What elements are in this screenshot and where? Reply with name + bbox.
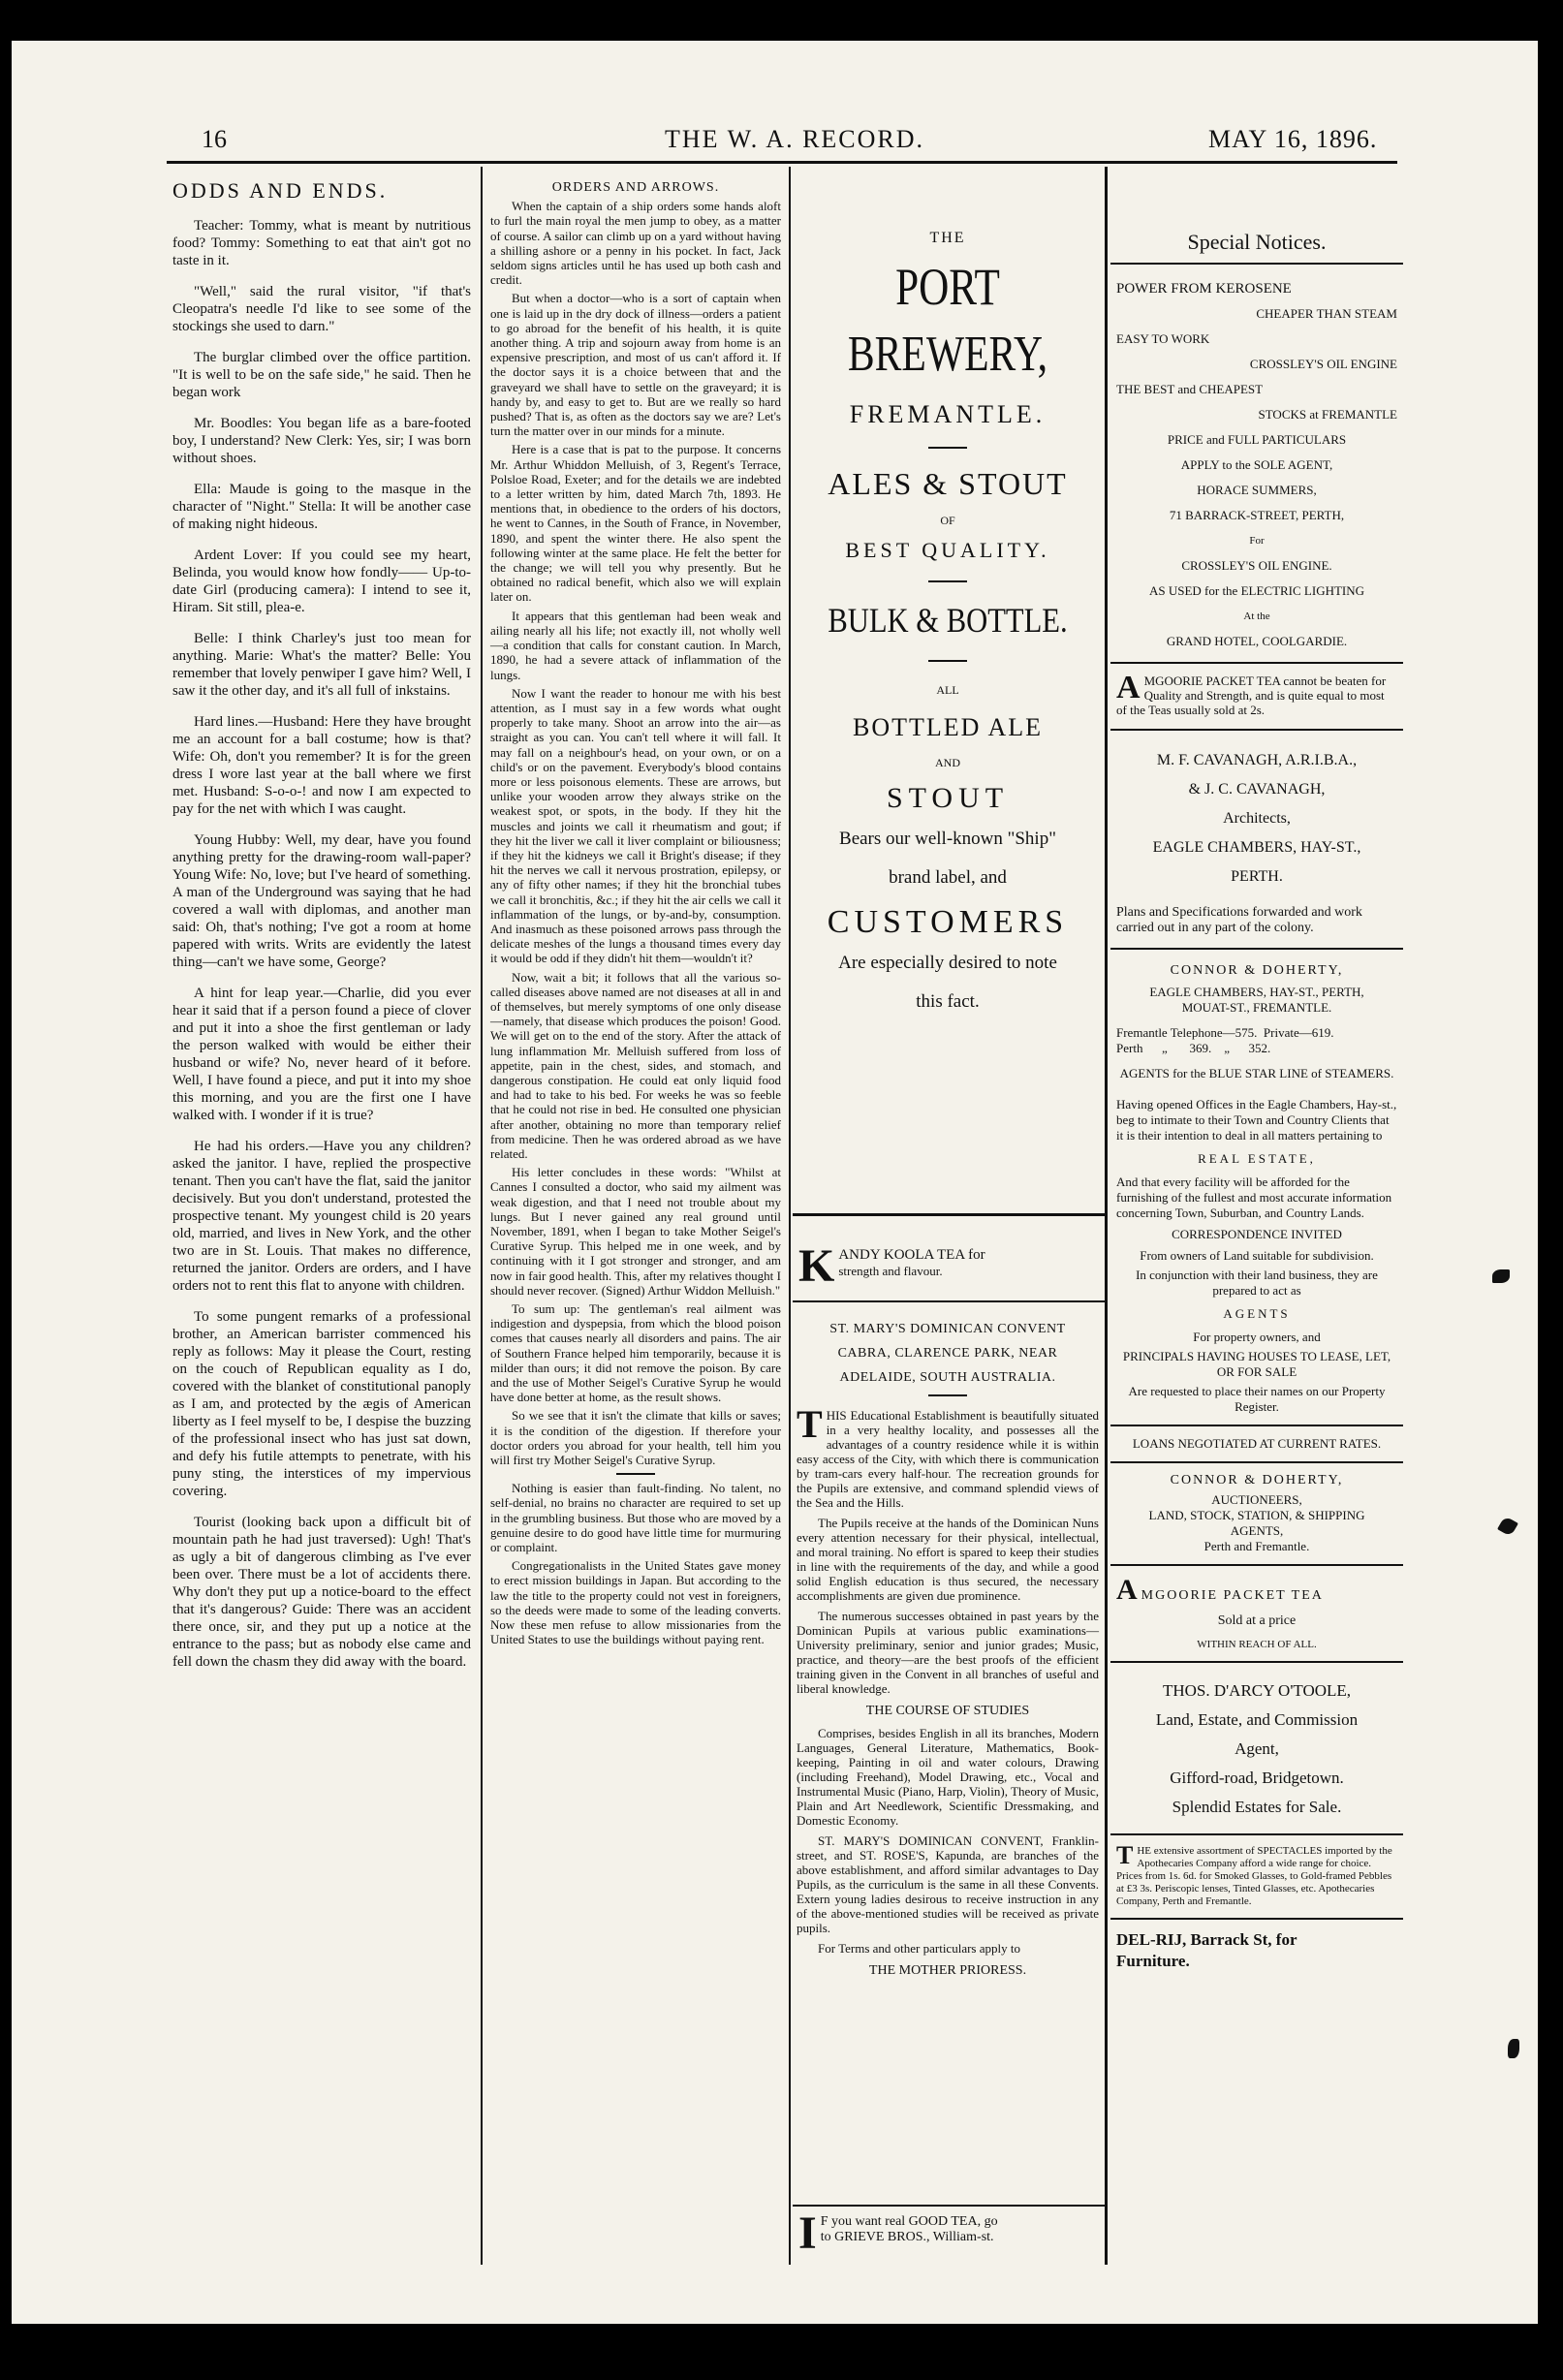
otoole-line: Land, Estate, and Commission [1155, 1710, 1359, 1729]
convent-paragraph-3: The numerous successes obtained in past years by the Dominican Pupils at various public examinations—University preliminary, senior and junior grades; Music, practice, and theory—are the best proofs of the efficient training given in the Convent in all branches of useful and liberal knowledge. [797, 1609, 1099, 1696]
principals: PRINCIPALS HAVING HOUSES TO LEASE, LET, OR FOR SALE [1122, 1349, 1391, 1379]
brewery-bulk-bottle: BULK & BOTTLE. [828, 601, 1068, 640]
orders-paragraph: Now I want the reader to honour me with his best attention, as I must say in a few words what ought properly to take many. Shoot an arrow into the air—as straight as you can. You can't tell where it will fall. It may fall on a neighbour's head, on your own, or on a child's or on the pavement. Everybody's blood contains more or less poisonous elements. These are arrows, but unlike your wooden arrow they always strike on the weakest spot, or spots, in the body. If they hit the muscles and joints we call it rheumatism and gout; if they hit the liver we call it liver complaint or biliousness; if they hit the kidneys we call it Bright's disease; if they hit the nerves we call it nervous prostration, epilepsy, or any of fifty other names; if they hit the bronchial tubes we call it bronchitis, &c.; if they hit the air cells we call it inflammation of the lungs, or by-and-by, consumption. And inasmuch as these poisoned arrows pass through the delicate meshes of the lungs a thousand times every day it would be odd if they didn't hit them—wouldn't it? [490, 685, 781, 966]
notice-rule [1110, 1661, 1403, 1663]
good-tea-line1: F you want real GOOD TEA, go [820, 2214, 998, 2229]
special-title-rule [1110, 263, 1403, 265]
crossley-line: At the [1243, 611, 1270, 622]
convent-dropcap: T [797, 1402, 823, 1446]
orders-paragraph: Here is a case that is pat to the purpose. It concerns Mr. Arthur Whiddon Melluish, of 3, Regent's Terrace, Polsloe Road, Exeter; and for the details we are indebted to a letter written by him, dated March 7th, 1893. He mentions that, in obedience to the orders of his doctors, he went to Cannes, in the South of France, in November, 1890, and spent the winter there. He also spent the following winter at the same place. He felt the better for the change; we will tell you why presently. But he obtained no radical benefit, which also we will explain later on. [490, 442, 781, 605]
spectacles-ad [1116, 1841, 1397, 1908]
margin-mark-icon [1508, 2039, 1519, 2058]
kandy-line1: ANDY KOOLA TEA for [838, 1247, 985, 1263]
brewery-and: AND [935, 756, 960, 769]
odds-and-ends-title: ODDS AND ENDS. [172, 178, 389, 203]
convent-text-1: HIS Educational Establishment is beautifully situated in a very healthy locality, and possesses all the advantages of a country residence while it is within easy access of the City, with which there is communication by tram-cars every half-hour. The recreation grounds for the Pupils are extensive, and command splendid views of the Sea and the Hills. [797, 1408, 1099, 1510]
connor-head: MOUAT-ST., FREMANTLE. [1181, 1000, 1332, 1015]
loans: LOANS NEGOTIATED AT CURRENT RATES. [1132, 1436, 1382, 1451]
orders-paragraph: His letter concludes in these words: "Whilst at Cannes I consulted a doctor, who said my ailment was weak digestion, and that I need not trouble about my lungs. But I never gained any real ground until November, 1891, when I began to take Mother Seigel's Curative Syrup. This helped me in one week, and by continuing with it I got stronger and stronger, and am now in fair good health. This, after my relatives thought I should never recover. (Signed) Arthur Widdon Melluish." [490, 1165, 781, 1298]
kandy-koola-ad [798, 1240, 1097, 1292]
grumbling-paragraph: Nothing is easier than fault-finding. No talent, no self-denial, no brains no character are required to set up in the grumbling business. But those who are moved by a genuine desire to do good have little time for murmuring or complaint. [490, 1481, 781, 1555]
crossley-line: EASY TO WORK [1116, 331, 1210, 346]
congregationalists-paragraph: Congregationalists in the United States gave money to erect mission buildings in Japan. But according to the law the title to the property could not vest in foreigners, so the deeds were made to some of the leading converts. Now these men refuse to allow missionaries from the United States to use the buildings without paying rent. [490, 1558, 781, 1647]
margin-mark-icon [1497, 1516, 1518, 1537]
property-owners: For property owners, and [1193, 1330, 1321, 1344]
mother-prioress: THE MOTHER PRIORESS. [868, 1963, 1027, 1978]
brewery-bottom-rule [793, 1213, 1105, 1216]
cavanagh-ad [1116, 746, 1397, 936]
good-tea-dropcap: I [798, 2208, 817, 2259]
notice-rule [1110, 1461, 1403, 1463]
crossley-line: THE BEST and CHEAPEST [1116, 382, 1264, 396]
connor-body-2: And that every facility will be afforded for the furnishing of the fullest and most accurate information concerning Town, Suburban, and Country Lands. [1116, 1174, 1392, 1220]
otoole-line: Splendid Estates for Sale. [1172, 1798, 1342, 1816]
otoole-line: Gifford-road, Bridgetown. [1170, 1769, 1344, 1787]
cavanagh-line: EAGLE CHAMBERS, HAY-ST., [1152, 839, 1361, 856]
brewery-divider [928, 660, 967, 662]
orders-paragraph: Now, wait a bit; it follows that all the various so-called diseases above named are not diseases at all in and of themselves, but merely symptoms of one only disease—namely, that disease which produces the poison! Good. We will get on to the end of the story. After the attack of lung inflammation Mr. Melluish suffered from loss of appetite, pain in the chest, sides, and stomach, and dangerous constipation. He could eat only liquid food and had to take to his bed. For weeks he was so feeble that he could not rise in bed. He consulted one physician after another, obtaining no more than temporary relief from medicine. Then he was ordered abroad as we have related. [490, 969, 781, 1161]
real-estate: REAL ESTATE, [1198, 1151, 1316, 1166]
odds-paragraph: A hint for leap year.—Charlie, did you ever hear it said that if a person found a piece of clover and put it into a shoe the first gentleman or lady the person walked with would be either their husband or wife? No, never heard of it before. Well, I have found a piece, and put it into my shoe this morning, and you are the first one I have walked with. I wonder if it is true? [172, 986, 471, 1123]
amgoorie2-heading [1116, 1574, 1397, 1606]
from-owners: From owners of Land suitable for subdivision. [1140, 1248, 1374, 1263]
column-rule-1 [481, 167, 483, 2265]
amgoorie2-text: MGOORIE PACKET TEA [1141, 1588, 1324, 1603]
otoole-ad [1116, 1676, 1397, 1822]
brewery-divider [928, 447, 967, 449]
agents-heading: AGENTS [1223, 1306, 1291, 1321]
brewery-all: ALL [936, 683, 959, 697]
brewery-of: OF [940, 514, 955, 527]
connor2-line: CONNOR & DOHERTY, [1170, 1473, 1344, 1488]
odds-paragraph: Mr. Boodles: You began life as a bare-footed boy, I understand? New Clerk: Yes, sir; I was born without shoes. [172, 416, 471, 466]
orders-paragraph: So we see that it isn't the climate that kills or saves; it is the condition of the digestion. If therefore your doctor orders you abroad for your health, tell him you will first try Mother Seigel's Curative Syrup. [490, 1408, 781, 1468]
notice-rule [1110, 1564, 1403, 1566]
orders-paragraph: When the captain of a ship orders some hands aloft to furl the main royal the men jump to obey, as a matter of course. A sailor can climb up on a yard without having a shilling ashore or a penny in his pocket. In fact, Jack seldom signs articles until he has used up both cash and credit. [490, 199, 781, 288]
brewery-stout: STOUT [886, 782, 1010, 814]
crossley-line: APPLY to the SOLE AGENT, [1180, 457, 1333, 472]
notice-rule [1110, 662, 1403, 664]
odds-paragraph: "Well," said the rural visitor, "if that's Cleopatra's needle I'd like to see some of the stockings she used to darn." [172, 284, 471, 334]
delrij-line: Furniture. [1116, 1952, 1190, 1970]
orders-and-arrows-column [490, 180, 781, 1651]
margin-mark-icon [1492, 1269, 1510, 1283]
delrij-line: DEL-RIJ, Barrack St, for [1116, 1930, 1297, 1949]
odds-paragraph: To some pungent remarks of a professional brother, an American barrister commenced his reply as follows: May it please the Court, resting on the couch of Republican equality as I do, covered with the blanket of constitutional panoply as I am, and protected by the ægis of American liberty as I feel myself to be, I despise the buzzing of the professional insect who has just sat down, and defy his futile attempts to penetrate, with his puny sting, the interstices of my impervious covering. [172, 1309, 471, 1499]
brewery-bottled-ale: BOTTLED ALE [852, 713, 1044, 741]
crossley-line: STOCKS at FREMANTLE [1258, 407, 1397, 422]
odds-paragraph: Hard lines.—Husband: Here they have brought me an account for a ball costume; how is that? Wife: Oh, don't you remember? It is for the green dress I wore last year at the ball where we first met. Husband: S-o-o-! and now I am expected to pay for the net with which I was caught. [172, 714, 471, 817]
spectacles-dropcap: T [1116, 1841, 1134, 1869]
brewery-name-port: PORT [895, 258, 1000, 316]
cavanagh-line: M. F. CAVANAGH, A.R.I.B.A., [1156, 752, 1358, 768]
brewery-brand: brand label, and [889, 867, 1007, 888]
phone-line: Fremantle Telephone—575. Private—619. [1116, 1025, 1334, 1040]
column-rule-3 [1105, 167, 1108, 2265]
notice-rule [1110, 948, 1403, 950]
odds-paragraph: The burglar climbed over the office partition. "It is well to be on the safe side," he said. Then he began work [172, 350, 471, 400]
good-tea-line2: to GRIEVE BROS., William-st. [820, 2230, 994, 2244]
convent-heading-2: CABRA, CLARENCE PARK, NEAR [837, 1346, 1058, 1361]
blue-star-line: AGENTS for the BLUE STAR LINE of STEAMERS. [1119, 1066, 1394, 1080]
odds-paragraph: Ardent Lover: If you could see my heart, Belinda, you would know how fondly—— Up-to-date Girl (producing camera): I intend to see it, Hiram. Sit still, plea-e. [172, 548, 471, 615]
kandy-line2: strength and flavour. [838, 1264, 943, 1278]
brewery-especially: Are especially desired to note [838, 953, 1057, 973]
crossley-line: POWER FROM KEROSENE [1116, 281, 1292, 297]
within-reach: WITHIN REACH OF ALL. [1197, 1639, 1317, 1650]
good-tea-ad [798, 2208, 1097, 2259]
connor-body: Having opened Offices in the Eagle Chambers, Hay-st., beg to intimate to their Town and Country Clients that it is their intention to deal in all matters pertaining to [1116, 1097, 1397, 1143]
kandy-dropcap: K [798, 1240, 835, 1292]
orders-paragraph: But when a doctor—who is a sort of captain when one is laid up in the dry dock of illness—orders a patient to go abroad for the benefit of his health, it is quite another thing. A trip and sojourn away from home is an expensive prescription, and most of us can't afford it. If the doctor says it is a choice between that and the graveyard we shall have to settle on the graveyard; it is handy by, and easy to get to. But are we really so hard pushed? That is, as often as the doctors say we are? Let's turn the matter over in our minds for a minute. [490, 291, 781, 439]
orders-and-arrows-title: ORDERS AND ARROWS. [551, 180, 720, 195]
connor2-line: Perth and Fremantle. [1204, 1539, 1310, 1553]
notice-rule [1110, 1833, 1403, 1835]
notice-rule [1110, 1918, 1403, 1920]
section-divider [616, 1473, 655, 1475]
column-rule-2 [789, 167, 791, 2265]
odds-paragraph: Tourist (looking back upon a difficult bit of mountain path he had just traversed): Ugh! That's as ugly a bit of dangerous climbing as I've ever been over. There must be a lot of accidents there. Why don't they put up a notice-board to the effect that it's dangerous? Guide: There was an accident there once, sir, and they put up a notice at the entrance to the pass; but as nobody else came and fell down the chasm they did away with the board. [172, 1515, 471, 1670]
special-notices-column [1116, 230, 1397, 1972]
crossley-ad [1116, 276, 1397, 654]
newspaper-page [12, 41, 1538, 2324]
crossley-line: CHEAPER THAN STEAM [1256, 306, 1397, 321]
odds-paragraph: Ella: Maude is going to the masque in the character of "Night." Stella: It will be another case of making night hideous. [172, 482, 471, 532]
convent-heading-1: ST. MARY'S DOMINICAN CONVENT [829, 1322, 1066, 1336]
odds-paragraph: He had his orders.—Have you any children? asked the janitor. I have, replied the prospective tenant. Then you can't have the flat, said the janitor decisively. But you don't understand, protested the prospective tenant. My youngest child is 20 years old, married, and lives in New York, and the other two are in St. Louis. That makes no difference, returned the janitor. Orders are orders, and I have orders not to rent this flat to anyone with children. [172, 1139, 471, 1294]
course-heading: THE COURSE OF STUDIES [865, 1704, 1030, 1718]
header-rule [167, 161, 1397, 164]
connor2-line: AGENTS, [1230, 1523, 1284, 1538]
crossley-line: AS USED for the ELECTRIC LIGHTING [1148, 583, 1365, 598]
notice-rule [1110, 729, 1403, 731]
brewery-place: FREMANTLE. [849, 400, 1047, 428]
crossley-line: PRICE and FULL PARTICULARS [1167, 432, 1347, 447]
connor2-line: AUCTIONEERS, [1211, 1492, 1302, 1507]
connor-doherty-ad [1116, 963, 1397, 1554]
crossley-line: HORACE SUMMERS, [1197, 483, 1317, 497]
amgoorie-ad-2 [1116, 1574, 1397, 1653]
amgoorie-text: MGOORIE PACKET TEA cannot be beaten for Quality and Strength, and is quite equal to most of the Teas usually sold at 2s. [1116, 673, 1387, 717]
in-conjunction: In conjunction with their land business, they are prepared to act as [1136, 1268, 1378, 1298]
convent-paragraph-6: For Terms and other particulars apply to [818, 1941, 1020, 1956]
amgoorie-dropcap: A [1116, 670, 1141, 705]
convent-divider [928, 1394, 967, 1396]
brewery-best-quality: BEST QUALITY. [845, 538, 1050, 562]
odds-paragraph: Teacher: Tommy, what is meant by nutritious food? Tommy: Something to eat that ain't got no taste in it. [172, 218, 471, 268]
odds-paragraph: Young Hubby: Well, my dear, have you found anything pretty for the drawing-room wall-paper? Young Wife: No, love; but I've heard of something. A man of the Underground was saying that he had covered a wall with diplomas, and another man said: Oh, that's nothing; I've got a room at home papered with writs. Writs are evidently the latest thing—can't we have some, George? [172, 832, 471, 970]
orders-paragraph: It appears that this gentleman had been weak and ailing nearly all his life; not exactly ill, not wholly well—a condition that calls for constant caution. In March, 1890, he had a severe attack of inflammation of the lungs. [490, 608, 781, 682]
connor-head: EAGLE CHAMBERS, HAY-ST., PERTH, [1149, 985, 1364, 999]
cavanagh-note: Plans and Specifications forwarded and work carried out in any part of the colony. [1116, 905, 1362, 935]
special-notices-title: Special Notices. [1187, 230, 1327, 254]
cavanagh-line: PERTH. [1231, 868, 1283, 885]
crossley-line: 71 BARRACK-STREET, PERTH, [1169, 508, 1345, 522]
kandy-bottom-rule [793, 1300, 1105, 1302]
brewery-bears: Bears our well-known "Ship" [839, 829, 1056, 849]
requested: Are requested to place their names on our Property Register. [1128, 1384, 1386, 1414]
crossley-line: For [1249, 535, 1265, 547]
otoole-line: THOS. D'ARCY O'TOOLE, [1162, 1681, 1352, 1700]
crossley-line: GRAND HOTEL, COOLGARDIE. [1166, 634, 1348, 648]
delrij-ad [1116, 1929, 1397, 1972]
brewery-divider [928, 580, 967, 582]
amgoorie-ad-1 [1116, 670, 1397, 717]
crossley-line: CROSSLEY'S OIL ENGINE [1249, 357, 1397, 371]
brewery-the: THE [929, 230, 966, 246]
convent-heading-3: ADELAIDE, SOUTH AUSTRALIA. [839, 1370, 1056, 1385]
connor2-line: LAND, STOCK, STATION, & SHIPPING [1148, 1508, 1365, 1522]
correspondence: CORRESPONDENCE INVITED [1172, 1227, 1342, 1241]
brewery-customers: CUSTOMERS [827, 904, 1069, 940]
odds-paragraph: Belle: I think Charley's just too mean for anything. Marie: What's the matter? Belle: You remember that lovely penwiper I gave him? Well, I saw it the other day, and it's all full of inkstains. [172, 631, 471, 699]
amgoorie2-dropcap: A [1116, 1574, 1138, 1606]
brewery-ales-stout: ALES & STOUT [828, 466, 1068, 501]
convent-paragraph-5: ST. MARY'S DOMINICAN CONVENT, Franklin-street, and ST. ROSE'S, Kapunda, are branches of the above establishment, and afford similar advantages to Day Pupils, as the curriculum is the same in all these Convents. Extern young ladies desirous to receive instruction in any of the above-mentioned studies will be received as private pupils. [797, 1833, 1099, 1935]
connor-head: CONNOR & DOHERTY, [1170, 963, 1344, 978]
masthead: THE W. A. RECORD. [665, 125, 925, 153]
cavanagh-line: & J. C. CAVANAGH, [1188, 781, 1326, 798]
convent-paragraph-4: Comprises, besides English in all its branches, Modern Languages, General Literature, Mathematics, Book-keeping, Painting in oil and water colours, Drawing (including Freehand), Model Drawing, etc., Vocal and Instrumental Music (Piano, Harp, Violin), Theory of Music, Plain and Art Needlework, Scientific Dressmaking, and Domestic Economy. [797, 1726, 1099, 1828]
spectacles-text: HE extensive assortment of SPECTACLES imported by the Apothecaries Company afford a wide range for choice. Prices from 1s. 6d. for Smoked Glasses, to Gold-framed Pebbles at £3 3s. Periscopic lenses, Tinted Glasses, etc. Apothecaries Company, Perth and Fremantle. [1116, 1845, 1392, 1907]
convent-paragraph-1 [797, 1402, 1099, 1510]
odds-and-ends-column [172, 178, 471, 1684]
crossley-line: CROSSLEY'S OIL ENGINE. [1181, 558, 1332, 573]
page-number: 16 [202, 125, 227, 153]
convent-ad [797, 1322, 1099, 1986]
notice-rule [1110, 1425, 1403, 1426]
brewery-name-brewery: BREWERY, [847, 327, 1048, 382]
phone-line: Perth „ 369. „ 352. [1116, 1041, 1271, 1055]
port-brewery-ad [798, 230, 1097, 1013]
cavanagh-line: Architects, [1223, 810, 1291, 827]
orders-paragraph: To sum up: The gentleman's real ailment was indigestion and dyspepsia, from which the blood poison comes that causes nearly all disorders and pains. The air of Southern France helped him temporarily, because it is milder than ours; it did not remove the poison. By care and the use of Mother Seigel's Curative Syrup he would have done better at home, as the result shows. [490, 1301, 781, 1405]
convent-bottom-rule [793, 2205, 1105, 2207]
issue-date: MAY 16, 1896. [1208, 125, 1378, 153]
otoole-line: Agent, [1235, 1739, 1279, 1758]
brewery-fact: this fact. [916, 991, 980, 1012]
sold-at: Sold at a price [1217, 1613, 1297, 1628]
convent-paragraph-2: The Pupils receive at the hands of the Dominican Nuns every attention necessary for their physical, intellectual, and moral training. No effort is spared to keep their studies in line with the requirements of the day, and while a good solid English education is thus secured, the necessary accomplishments are given due prominence. [797, 1516, 1099, 1603]
